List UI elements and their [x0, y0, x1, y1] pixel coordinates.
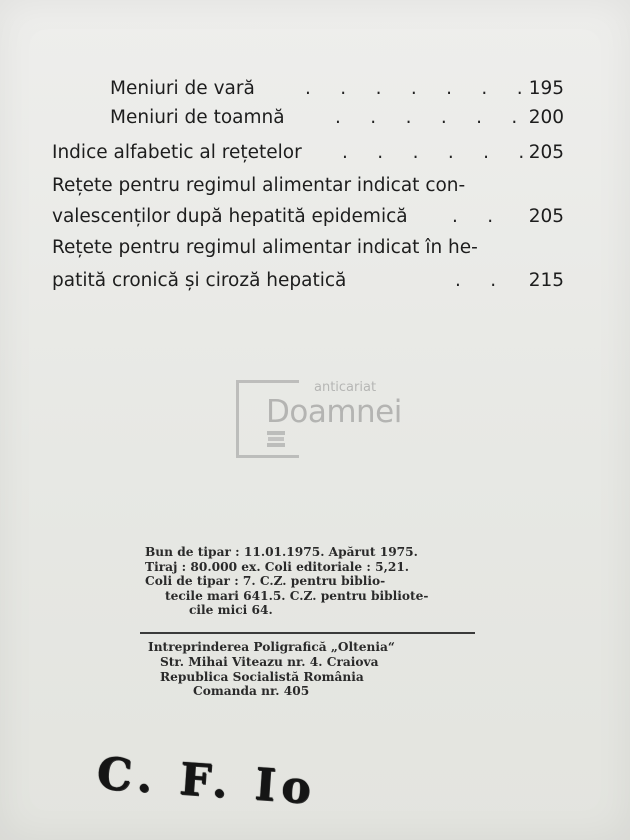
printer-line: Comanda nr. 405: [193, 684, 310, 699]
toc-entry: [0, 266, 630, 296]
toc-leader-dots: . .: [452, 206, 494, 227]
toc-entry: [0, 171, 630, 201]
toc-entry-page: 205: [528, 142, 564, 163]
divider-rule: [140, 632, 475, 634]
watermark-big-text: Doamnei: [266, 394, 402, 430]
toc-entry-title: Rețete pentru regimul alimentar indicat con-: [52, 175, 466, 196]
toc-leader-dots: . . . . . . .: [305, 78, 523, 99]
watermark-logo: [236, 380, 406, 460]
printer-line: Str. Mihai Viteazu nr. 4. Craiova: [160, 654, 379, 669]
printer-line: Intreprinderea Poligrafică „Oltenia“: [148, 640, 395, 654]
stamp-mark: C. F. Io: [95, 748, 319, 815]
colophon-line: Bun de tipar : 11.01.1975. Apărut 1975.: [145, 545, 418, 559]
colophon-line: tecile mari 641.5. C.Z. pentru bibliote-: [165, 588, 429, 603]
toc-leader-dots: . . . . . .: [342, 142, 525, 163]
toc-entry-page: 195: [528, 78, 564, 99]
toc-entry-title: valescenților după hepatită epidemică: [52, 206, 408, 227]
toc-leader-dots: . .: [455, 270, 497, 291]
toc-entry: [0, 138, 630, 168]
toc-entry: [0, 103, 630, 133]
toc-entry: [0, 74, 630, 104]
toc-entry-title: Meniuri de toamnă: [110, 107, 285, 128]
toc-entry: [0, 202, 630, 232]
colophon-line: Coli de tipar : 7. C.Z. pentru biblio-: [145, 574, 386, 588]
colophon-line: cile mici 64.: [189, 603, 273, 617]
toc-entry-title: Rețete pentru regimul alimentar indicat în he-: [52, 237, 478, 258]
toc-leader-dots: . . . . . .: [335, 107, 518, 128]
watermark-small-text: anticariat: [314, 380, 377, 395]
toc-entry-title: Meniuri de vară: [110, 78, 255, 99]
colophon: [145, 545, 485, 618]
toc-entry-page: 215: [528, 270, 564, 291]
books-icon: [266, 430, 286, 448]
toc-entry-page: 205: [528, 206, 564, 227]
printer-info: [148, 640, 478, 699]
colophon-line: Tiraj : 80.000 ex. Coli editoriale : 5,21.: [145, 559, 410, 574]
printer-line: Republica Socialistă România: [160, 669, 364, 684]
toc-entry-title: Indice alfabetic al rețetelor: [52, 142, 302, 163]
toc-entry-page: 200: [528, 107, 564, 128]
toc-entry-title: patită cronică și ciroză hepatică: [52, 270, 347, 291]
toc-entry: [0, 233, 630, 263]
